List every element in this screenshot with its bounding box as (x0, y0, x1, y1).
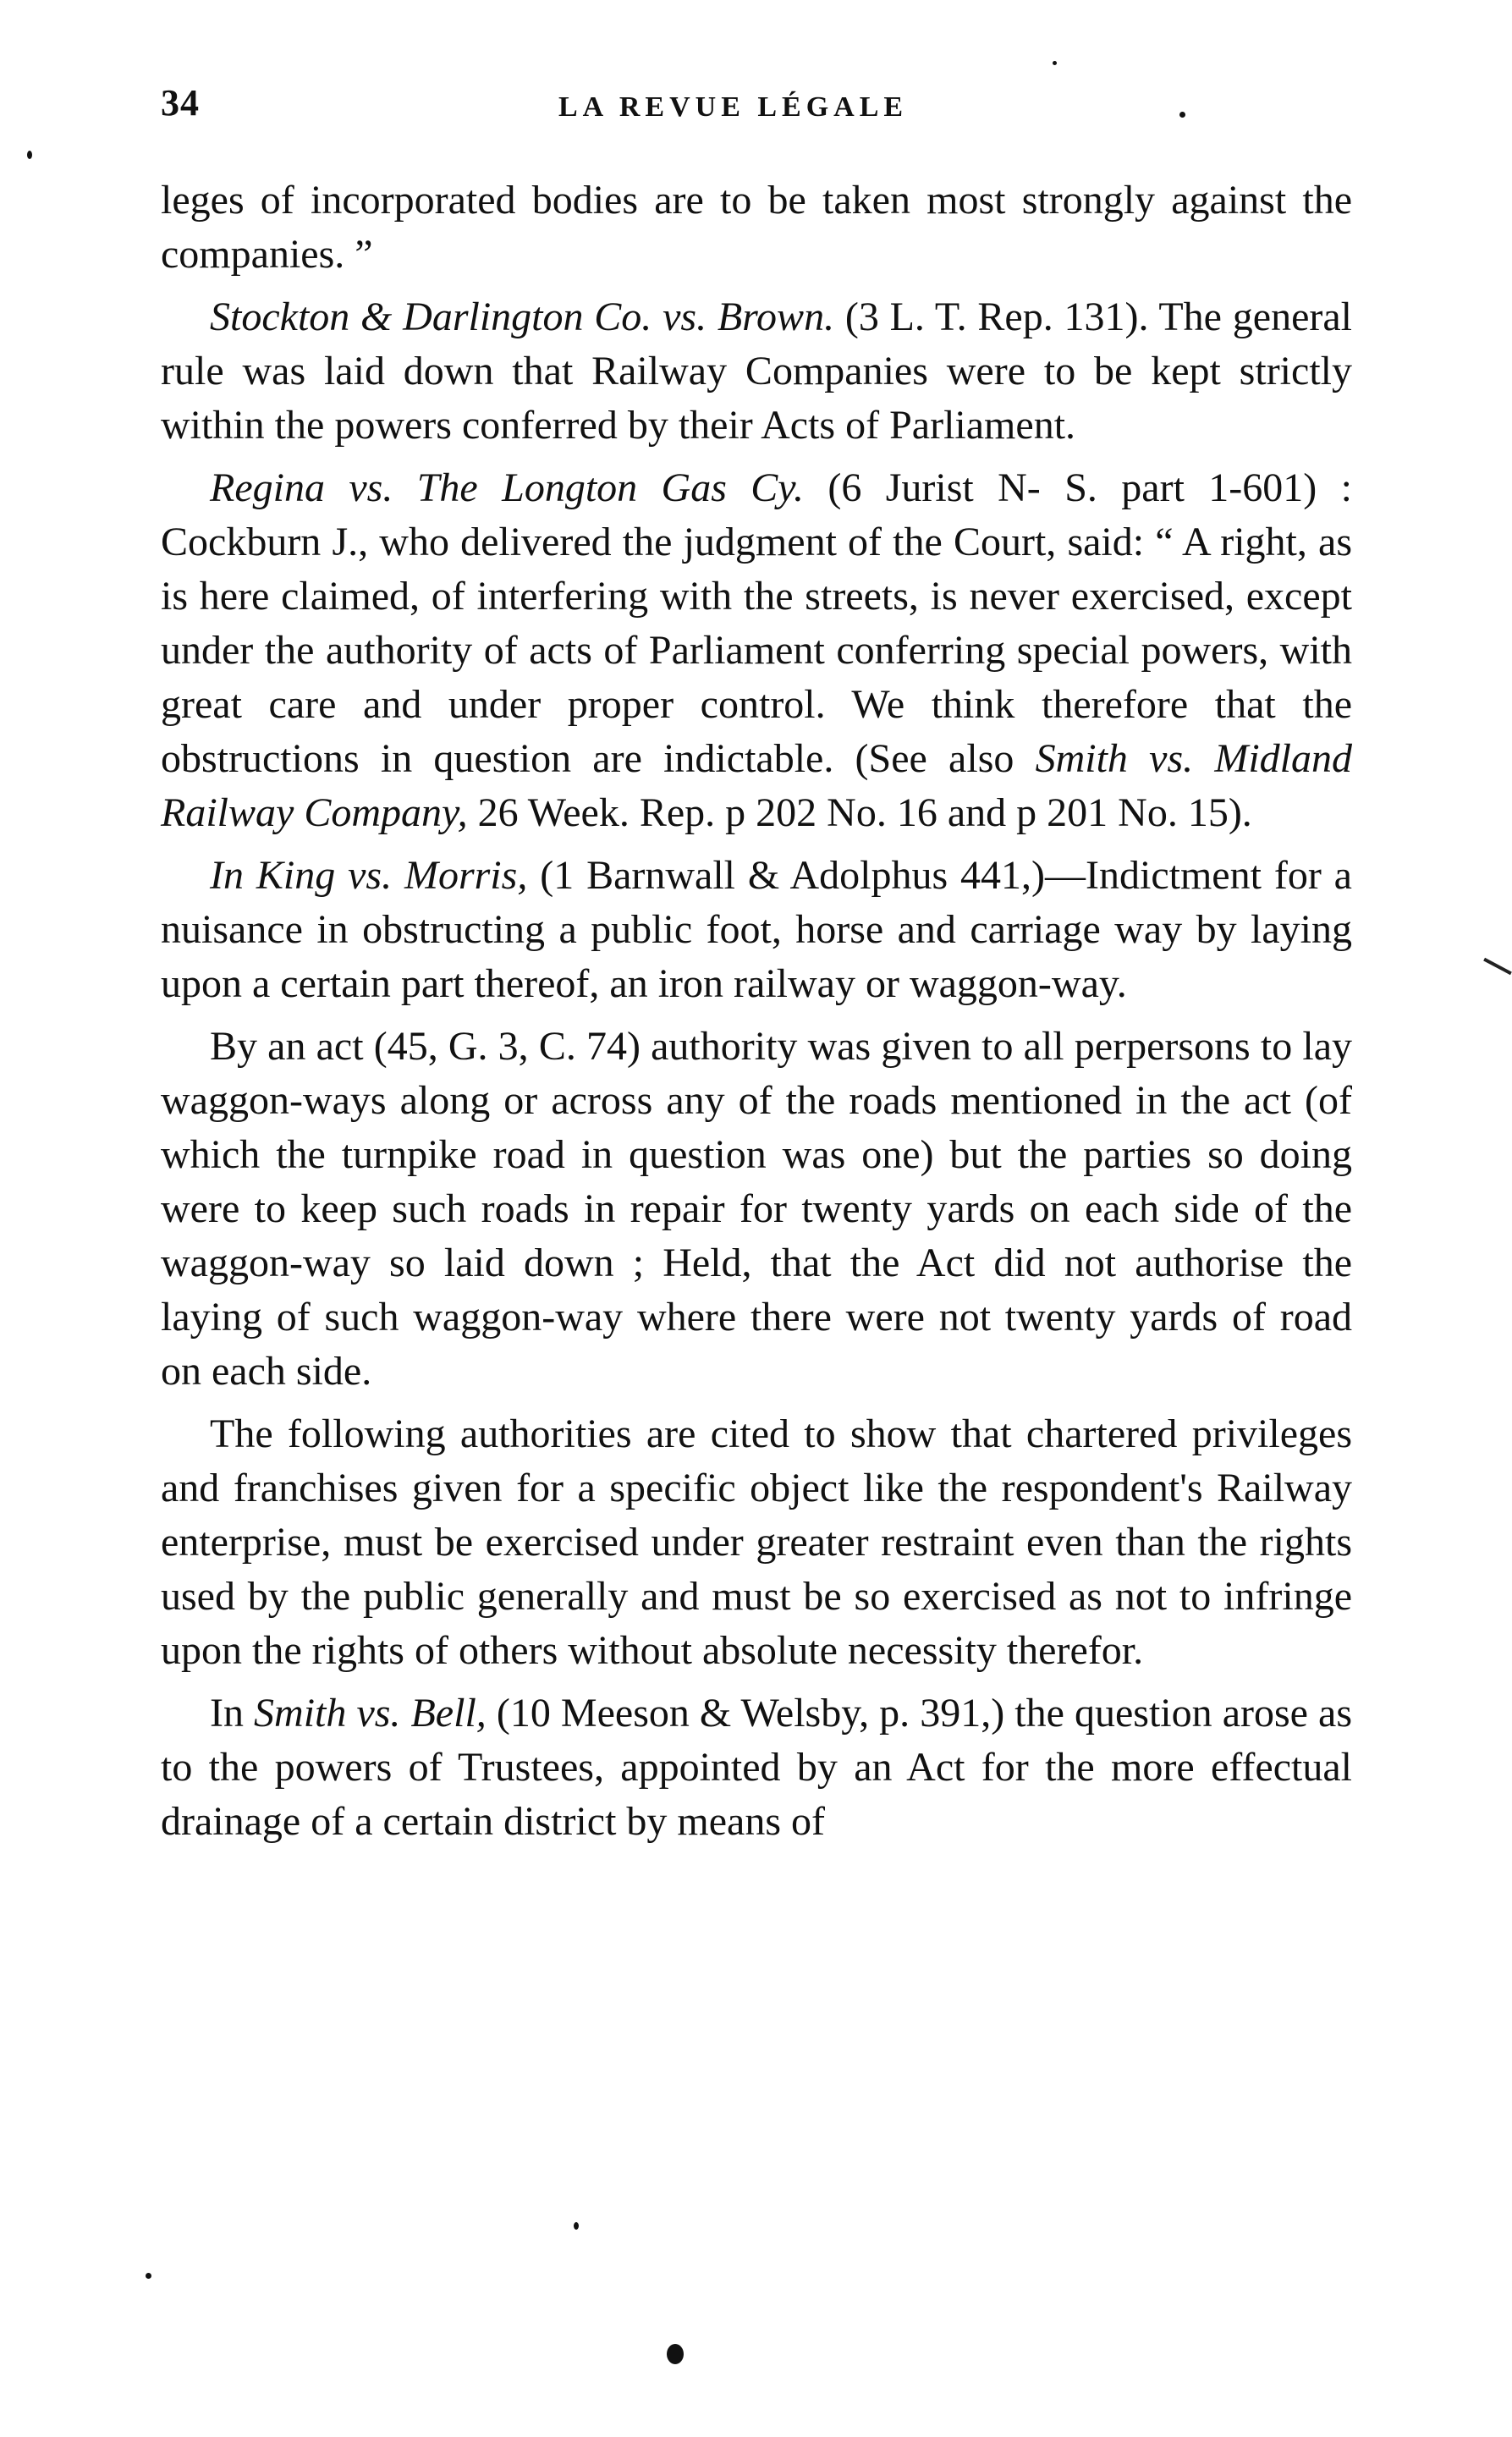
paragraph-1-text: leges of incorporated bodies are to be taken most strongly against the companies. ” (161, 178, 1352, 277)
paragraph-1 (161, 173, 1352, 282)
paragraph-6 (161, 1407, 1352, 1678)
paragraph-5-text: By an act (45, G. 3, C. 74) authority was given to all perpersons to lay waggon-ways along or across any of the roads mentioned in the act (of which the turnpike road in question was one) but the parties so doing were to keep such roads in repair for twenty yards on each side of the waggon-way so laid down ; Held, that the Act did not authorise the laying of such waggon-way where there were not twenty yards of road on each side. (161, 1024, 1352, 1394)
case-citation: In King vs. Morris, (210, 853, 528, 898)
paragraph-6-text: The following authorities are cited to show that chartered privileges and franchises given for a specific object like the respondent's Railway enterprise, must be exercised under greater restraint even than the rights used by the public generally and must be so exercised as not to infringe upon the rights of others without absolute necessity therefor. (161, 1411, 1352, 1673)
paragraph-7-text: (10 Meeson & Welsby, p. 391,) the question arose as to the powers of Trustees, appointed by an Act for the more effectual drainage of a certain district by means of (161, 1691, 1353, 1844)
running-title: LA REVUE LÉGALE (558, 91, 909, 123)
paragraph-4-text: (1 Barnwall & Adolphus 441,)—Indictment for a nuisance in obstructing a public foot, horse and carriage way by laying upon a certain part thereof, an iron railway or waggon-way. (161, 853, 1352, 1006)
paragraph-4 (161, 849, 1352, 1011)
page-number: 34 (161, 82, 200, 124)
paragraph-2-text: (3 L. T. Rep. 131). The general rule was laid down that Railway Companies were to be kept strictly within the powers conferred by their Acts of Parliament. (161, 294, 1352, 448)
case-citation: Regina vs. The Longton Gas Cy. (210, 465, 804, 510)
paragraph-5 (161, 1020, 1352, 1399)
paragraph-7 (161, 1686, 1352, 1849)
case-citation: Smith vs. Midland Railway Company, (161, 736, 1352, 835)
body-text (161, 173, 1352, 1849)
margin-tick-mark (1483, 958, 1512, 975)
speck-mark (27, 151, 32, 159)
speck-mark (1179, 112, 1185, 118)
speck-mark (667, 2344, 684, 2364)
speck-mark (574, 2222, 579, 2230)
paragraph-3 (161, 461, 1352, 840)
case-citation: Stockton & Darlington Co. vs. Brown. (210, 294, 835, 339)
speck-mark (1053, 61, 1057, 65)
paragraph-2 (161, 290, 1352, 453)
paragraph-3-text-a: (6 Jurist N- S. part 1-601) : Cockburn J., who delivered the judgment of the Court, said: “ A right, as is here claimed, of interfering with the streets, is never exercised, except under the authority of acts of Parliament conferring special powers, with great care and under proper control. We think therefore that the obstructions in question are indictable. (See also (161, 465, 1352, 781)
paragraph-7-lead: In (210, 1691, 255, 1736)
speck-mark (146, 2273, 151, 2279)
case-citation: Smith vs. Bell, (254, 1691, 487, 1736)
paragraph-3-text-b: 26 Week. Rep. p 202 No. 16 and p 201 No. 15). (467, 790, 1252, 835)
